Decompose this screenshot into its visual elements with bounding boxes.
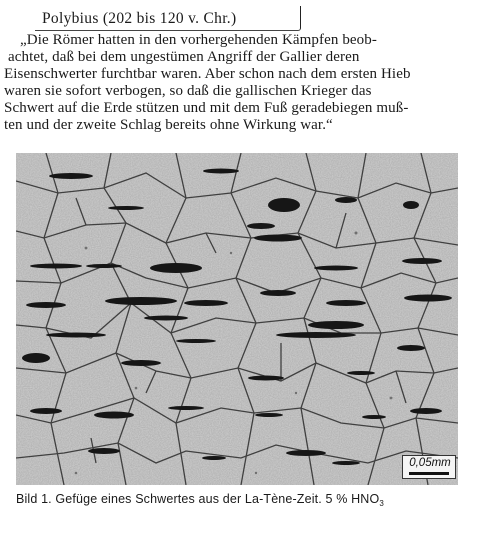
author-heading: Polybius (202 bis 120 v. Chr.): [42, 10, 237, 27]
scale-bar-line: [409, 472, 449, 475]
figure-caption-text: Bild 1. Gefüge eines Schwertes aus der La-Tène-Zeit. 5 % HNO: [16, 492, 380, 506]
quote-line: Schwert auf die Erde stützen und mit dem Fuß geradebiegen muß-: [4, 100, 409, 116]
quote-line: waren sie sofort verbogen, so daß die gallischen Krieger das: [4, 83, 372, 99]
quote-line: Eisenschwerter furchtbar waren. Aber schon nach dem ersten Hieb: [4, 66, 411, 82]
quote-line: „Die Römer hatten in den vorhergehenden Kämpfen beob-: [20, 32, 377, 48]
scale-bar-label: 0,05mm: [409, 457, 451, 469]
quote-line: achtet, daß bei dem ungestümen Angriff der Gallier deren: [8, 49, 360, 65]
caption-subscript: 3: [379, 499, 384, 508]
micrograph-image: [16, 153, 458, 485]
micrograph-drawing: [16, 153, 458, 485]
figure-caption: [16, 492, 384, 508]
quote-line: ten und der zweite Schlag bereits ohne Wirkung war.“: [4, 117, 333, 133]
scale-bar-box: [402, 455, 456, 479]
